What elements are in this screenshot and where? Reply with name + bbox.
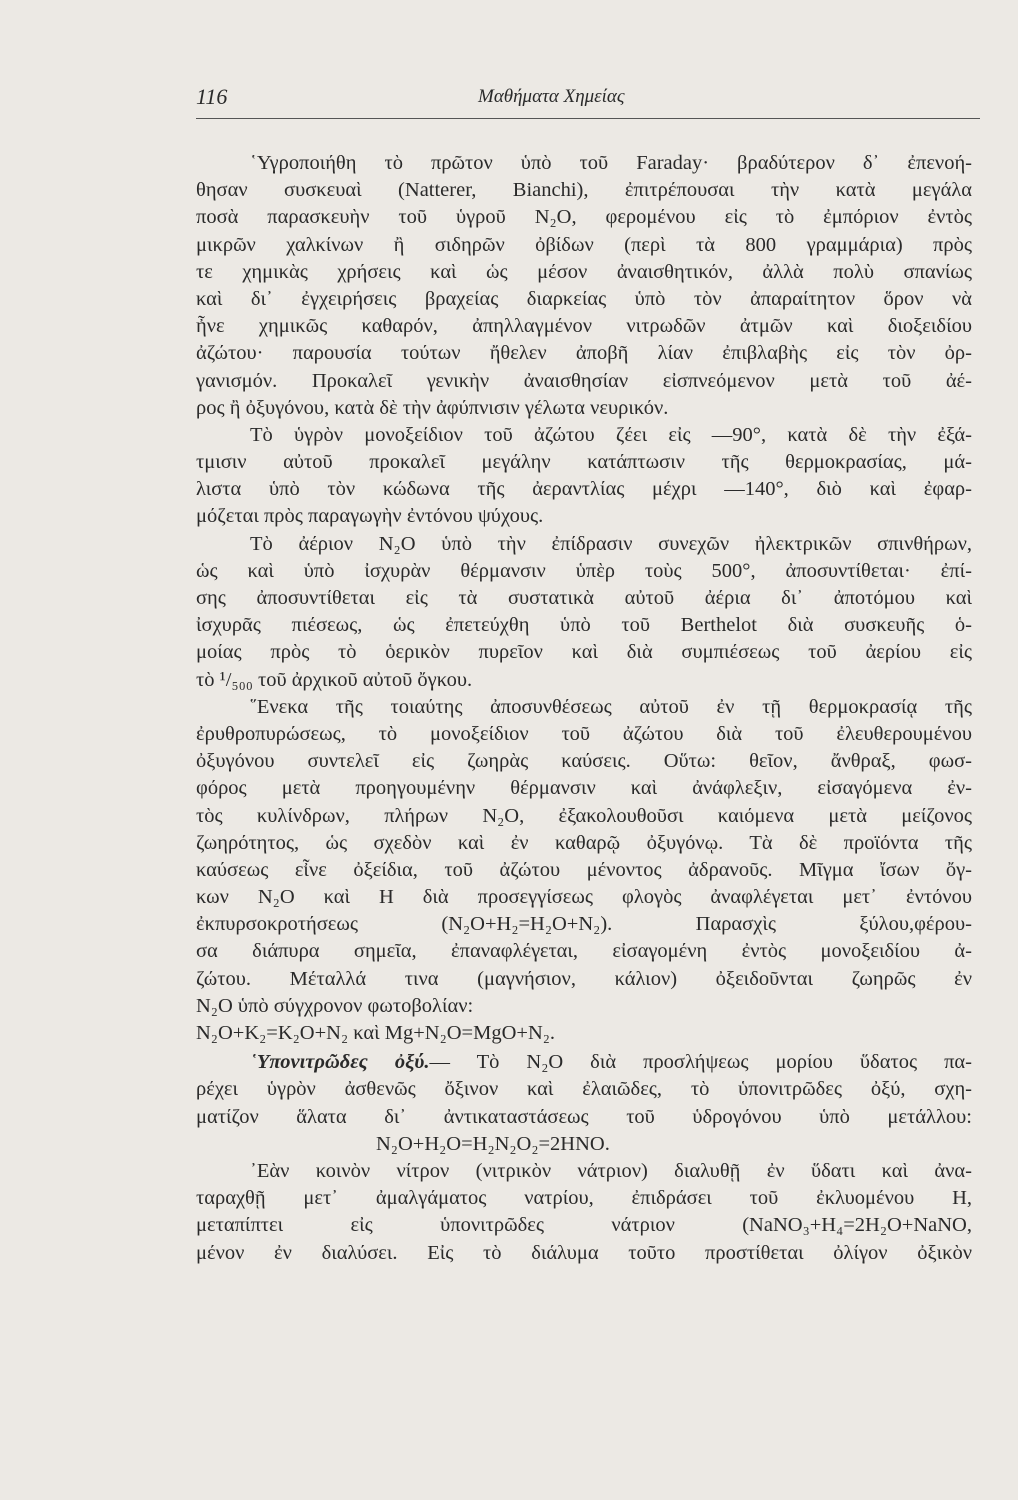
text-line: Τὸ ἀέριον N₂O ὑπὸ τὴν ἐπίδρασιν συνεχῶν ἠλεκτρικῶν σπινθήρων,: [250, 532, 972, 555]
equation-line: N₂O+H₂O=H₂N₂O₂=2HNO.: [376, 1132, 610, 1155]
running-title: Μαθήματα Χημείας: [478, 86, 625, 107]
text-line: N₂O ὑπὸ σύγχρονον φωτοβολίαν:: [196, 994, 474, 1017]
text-line: ὀξυγόνου συντελεῖ εἰς ζωηρὰς καύσεις. Οὕτω: θεῖον, ἄνθραξ, φωσ-: [196, 750, 972, 773]
text-line: μένον ἐν διαλύσει. Εἰς τὸ διάλυμα τοῦτο προστίθεται ὀλίγον ὀξικὸν: [196, 1241, 972, 1264]
text-line: γανισμόν. Προκαλεῖ γενικὴν ἀναισθησίαν εἰσπνεόμενον μετὰ τοῦ ἀέ-: [196, 369, 972, 392]
text-line: μόζεται πρὸς παραγωγὴν ἐντόνου ψύχους.: [196, 505, 544, 528]
text-line: ῞Ενεκα τῆς τοιαύτης ἀποσυνθέσεως αὐτοῦ ἐν τῇ θερμοκρασίᾳ τῆς: [250, 695, 972, 718]
text-line: ζώτου. Μέταλλά τινα (μαγνήσιον, κάλιον) ὀξειδοῦνται ζωηρῶς ἐν: [196, 967, 972, 990]
text-line: μοίας πρὸς τὸ ὁερικὸν πυρεῖον καὶ διὰ συμπιέσεως τοῦ ἀερίου εἰς: [196, 641, 972, 664]
text-line: ῾Υγροποιήθη τὸ πρῶτον ὑπὸ τοῦ Faraday· βραδύτερον δ᾽ ἐπενοή-: [250, 152, 972, 174]
text-line: τε χημικὰς χρήσεις καὶ ὡς μέσον ἀναισθητικόν, ἀλλὰ πολὺ σπανίως: [196, 260, 972, 283]
text-line: θησαν συσκευαὶ (Natterer, Bianchi), ἐπιτρέπουσαι τὴν κατὰ μεγάλα: [196, 179, 972, 202]
text-line: ἐρυθροπυρώσεως, τὸ μονοξείδιον τοῦ ἀζώτου διὰ τοῦ ἐλευθερουμένου: [196, 722, 972, 745]
page-number: 116: [196, 84, 228, 109]
text-line: σα διάπυρα σημεῖα, ἐπαναφλέγεται, εἰσαγομένη ἐντὸς μονοξειδίου ἀ-: [196, 940, 972, 963]
text-line: ἰσχυρᾶς πιέσεως, ὡς ἐπετεύχθη ὑπὸ τοῦ Berthelot διὰ συσκευῆς ὁ-: [196, 614, 972, 637]
section-heading-term: ῾Υπονιτρῶδες ὀξύ.: [250, 1051, 430, 1074]
body-text: [196, 150, 972, 1267]
text-line: ὡς καὶ ὑπὸ ἰσχυρὰν θέρμανσιν ὑπὲρ τοὺς 500°, ἀποσυντίθεται· ἐπί-: [196, 559, 972, 582]
text-line: ἦνε χημικῶς καθαρόν, ἀπηλλαγμένον νιτρωδῶν ἀτμῶν καὶ διοξειδίου: [196, 315, 972, 338]
text-line: καὶ δι᾽ ἐγχειρήσεις βραχείας διαρκείας ὑπὸ τὸν ἀπαραίτητον ὅρον νὰ: [196, 287, 972, 310]
text-line: σης ἀποσυντίθεται εἰς τὰ συστατικὰ αὐτοῦ ἀέρια δι᾽ ἀποτόμου καὶ: [196, 587, 972, 609]
text-line: κων N₂O καὶ H διὰ προσεγγίσεως φλογὸς ἀναφλέγεται μετ᾽ ἐντόνου: [196, 886, 972, 909]
text-line: φόρος μετὰ προηγουμένην θέρμανσιν καὶ ἀνάφλεξιν, εἰσαγόμενα ἐν-: [196, 777, 972, 800]
text-line: τμισιν αὐτοῦ προκαλεῖ μεγάλην κατάπτωσιν τῆς θερμοκρασίας, μά-: [196, 451, 972, 474]
text-line: ρος ἢ ὀξυγόνου, κατὰ δὲ τὴν ἀφύπνισιν γέλωτα νευρικόν.: [196, 396, 669, 419]
text-line: τὸ ¹/₅₀₀ τοῦ ἀρχικοῦ αὐτοῦ ὄγκου.: [196, 668, 473, 691]
page-header: [196, 84, 980, 119]
text-line: ματίζον ἅλατα δι᾽ ἀντικαταστάσεως τοῦ ὑδρογόνου ὑπὸ μετάλλου:: [196, 1105, 972, 1128]
section-heading-line: ῾Υπονιτρῶδες ὀξύ.— Τὸ N₂O διὰ προσλήψεως μορίου ὕδατος πα-: [250, 1051, 972, 1074]
text-line: ρέχει ὑγρὸν ἀσθενῶς ὄξινον καὶ ἐλαιῶδες, τὸ ὑπονιτρῶδες ὀξύ, σχη-: [196, 1078, 972, 1101]
text-line: καύσεως εἶνε ὀξείδια, τοῦ ἀζώτου μένοντος ἀδρανοῦς. Μῖγμα ἴσων ὄγ-: [196, 858, 972, 881]
text-line: λιστα ὑπὸ τὸν κώδωνα τῆς ἀεραντλίας μέχρι —140°, διὸ καὶ ἐφαρ-: [196, 478, 972, 501]
text-line: Τὸ ὑγρὸν μονοξείδιον τοῦ ἀζώτου ζέει εἰς —90°, κατὰ δὲ τὴν ἐξά-: [250, 423, 972, 446]
text-line: ἐκπυρσοκροτήσεως (N₂O+H₂=H₂O+N₂). Παρασχὶς ξύλου,φέρου-: [196, 913, 972, 936]
text-line: ᾽Εὰν κοινὸν νίτρον (νιτρικὸν νάτριον) διαλυθῇ ἐν ὕδατι καὶ ἀνα-: [250, 1159, 972, 1182]
text-line: τὸς κυλίνδρων, πλήρων N₂O, ἐξακολουθοῦσι καιόμενα μετὰ μείζονος: [196, 804, 972, 827]
text-line: ταραχθῇ μετ᾽ ἀμαλγάματος νατρίου, ἐπιδράσει τοῦ ἐκλυομένου H,: [196, 1187, 972, 1210]
equation-line: N₂O+K₂=K₂O+N₂ καὶ Mg+N₂O=MgO+N₂.: [196, 1022, 556, 1044]
text-line: ποσὰ παρασκευὴν τοῦ ὑγροῦ N₂O, φερομένου εἰς τὸ ἐμπόριον ἐντὸς: [196, 206, 972, 229]
text-line: ἀζώτου· παρουσία τούτων ἤθελεν ἀποβῆ λίαν ἐπιβλαβὴς εἰς τὸν ὀρ-: [196, 342, 972, 365]
text-line: μικρῶν χαλκίνων ἢ σιδηρῶν ὀβίδων (περὶ τὰ 800 γραμμάρια) πρὸς: [196, 233, 972, 256]
text-line: ζωηρότητος, ὡς σχεδὸν καὶ ἐν καθαρῷ ὀξυγόνῳ. Τὰ δὲ προϊόντα τῆς: [196, 831, 972, 854]
text-line: μεταπίπτει εἰς ὑπονιτρῶδες νάτριον (NaNO₃+H₄=2H₂O+NaNO,: [196, 1214, 972, 1237]
